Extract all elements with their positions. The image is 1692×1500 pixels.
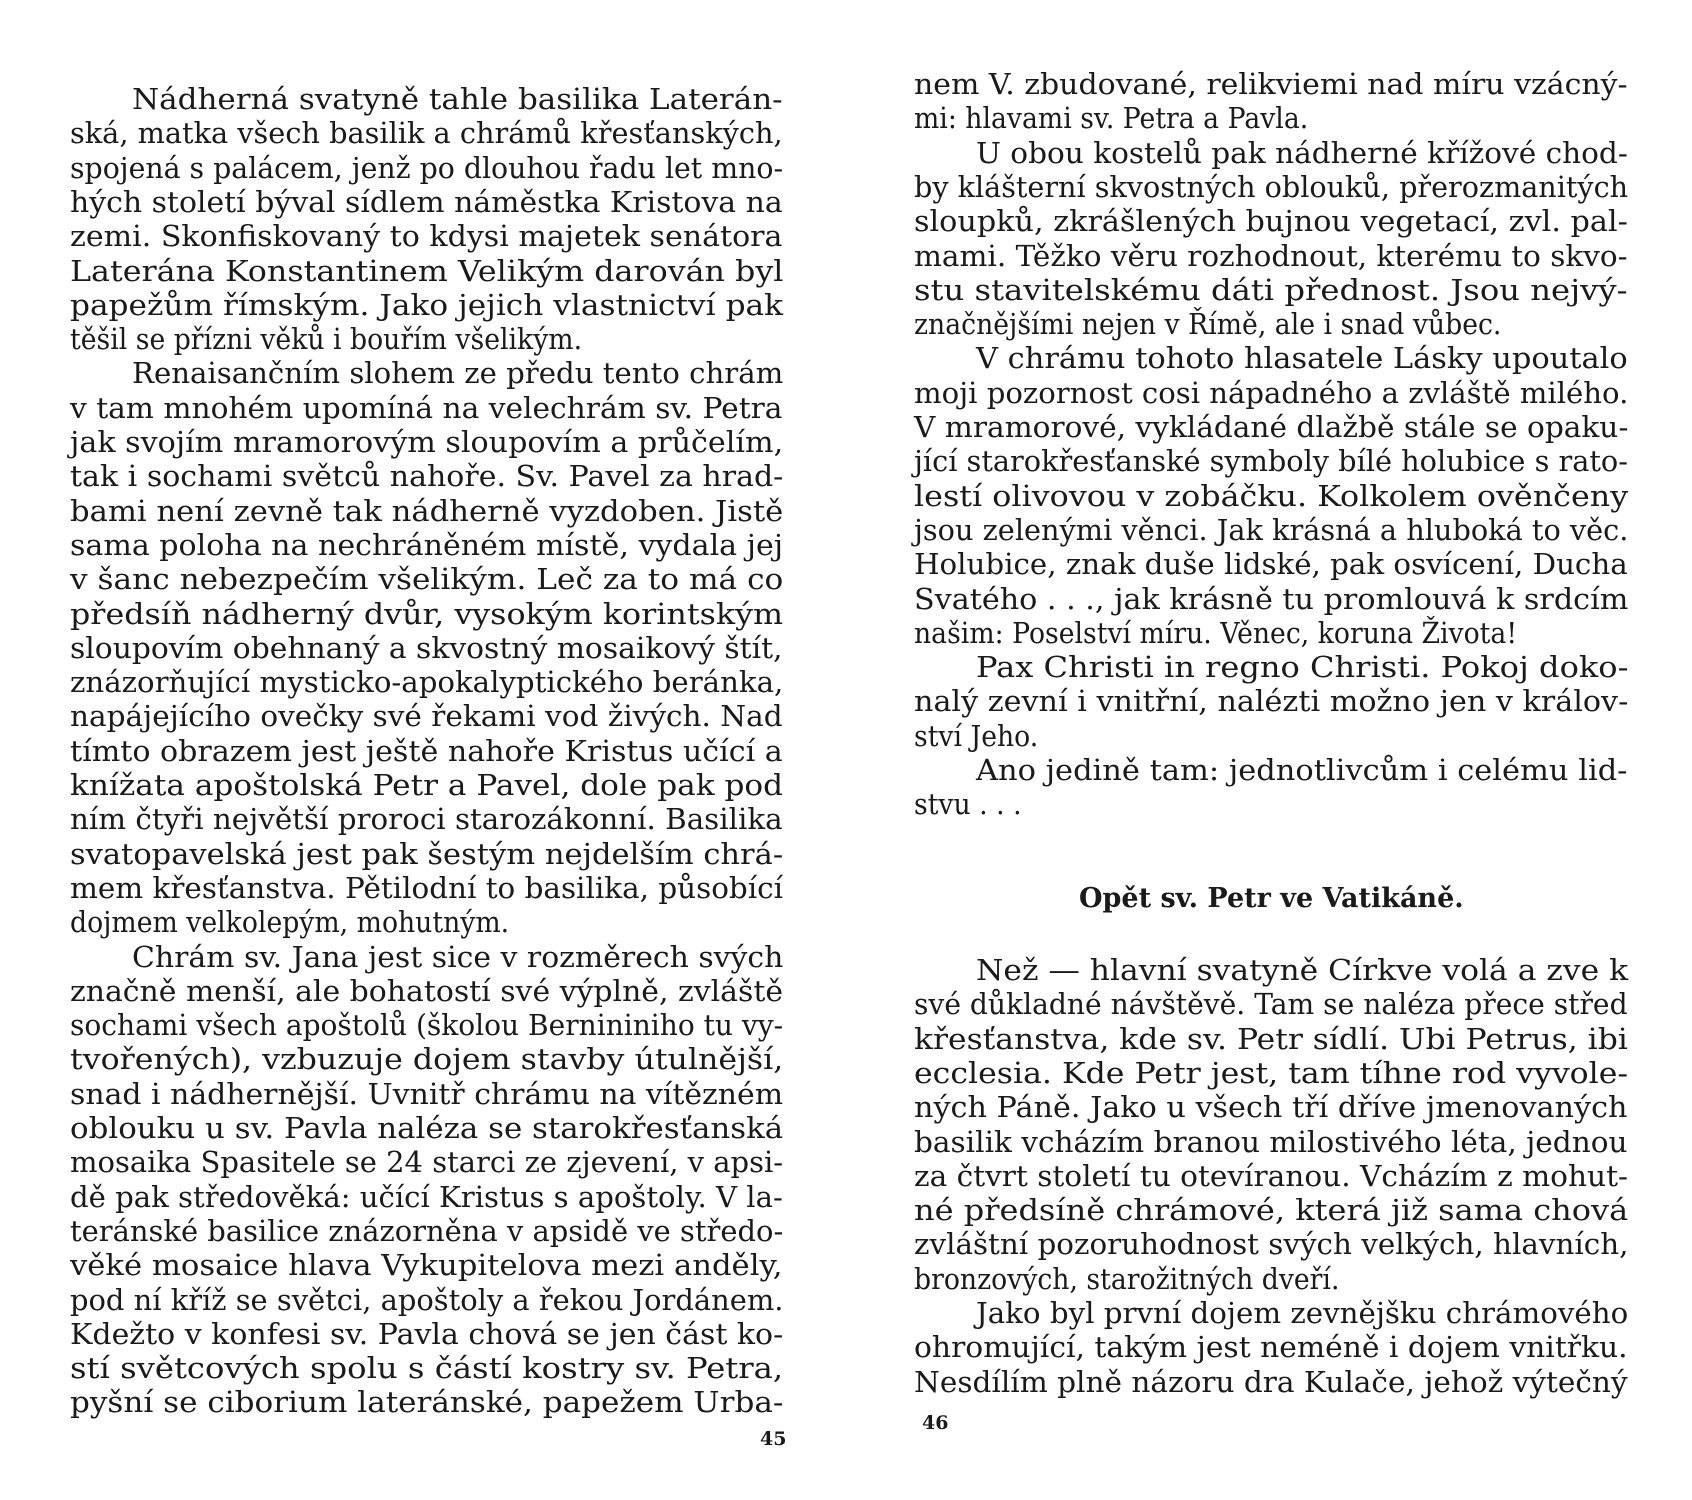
text-line: papežům římským. Jako jejich vlastnictví pak xyxy=(70,287,784,322)
text-line: zemi. Skonfiskovaný to kdysi majetek senátora xyxy=(70,219,783,254)
text-line: sama poloha na nechráněném místě, vydala jej xyxy=(70,527,784,562)
text-line: napájejícího ovečky své řekami vod živých. Nad xyxy=(70,699,783,734)
text-line: křesťanstva, kde sv. Petr sídlí. Ubi Petrus, ibi xyxy=(914,1021,1628,1056)
text-line: sloupků, zkrášlených bujnou vegetací, zvl. pal- xyxy=(914,204,1628,239)
text-line: ním čtyři největší proroci starozákonní. Basilika xyxy=(70,802,783,837)
text-line: nem V. zbudované, relikviemi nad míru vzácný- xyxy=(914,67,1628,101)
text-line: těšil se přízni věků i bouřím všelikým. xyxy=(70,322,583,357)
text-line: v šanc nebezpečím všelikým. Leč za to má co xyxy=(70,562,784,597)
text-line: Chrám sv. Jana jest sice v rozměrech svých xyxy=(132,939,784,974)
page-number-left: 45 xyxy=(760,1428,787,1450)
text-line: bami není zevně tak nádherně vyzdoben. Jistě xyxy=(70,493,784,528)
text-line: Pax Christi in regno Christi. Pokoj doko- xyxy=(976,650,1629,685)
text-line: by klášterní skvostných oblouků, přerozmanitých xyxy=(914,169,1629,204)
text-line: značnějšími nejen v Římě, ale i snad vůbec. xyxy=(914,307,1502,342)
text-line: pod ní kříž se světci, apoštoly a řekou Jordánem. xyxy=(70,1282,784,1317)
text-line: mosaika Spasitele se 24 starci ze zjevení, v apsi- xyxy=(70,1145,784,1180)
text-line: Svatého . . ., jak krásně tu promlouvá k srdcím xyxy=(914,581,1629,616)
text-line: zvláštní pozoruhodnost svých velkých, hlavních, xyxy=(914,1227,1629,1262)
text-line: moji pozornost cosi nápadného a zvláště milého. xyxy=(914,375,1629,410)
text-line: mami. Těžko věru rozhodnout, kterému to skvo- xyxy=(914,238,1628,273)
text-line: spojená s palácem, jenž po dlouhou řadu let mno- xyxy=(70,150,784,185)
text-line: ohromující, takým jest neméně i dojem vnitřku. xyxy=(914,1330,1628,1365)
text-line: značně menší, ale bohatostí své výplně, zvláště xyxy=(70,973,784,1008)
text-line: našim: Poselství míru. Věnec, koruna Života! xyxy=(914,615,1518,650)
text-line: Jako byl první dojem zevnějšku chrámového xyxy=(976,1296,1629,1330)
text-line: Kdežto v konfesi sv. Pavla chová se jen část ko- xyxy=(70,1316,784,1351)
text-line: sochami všech apoštolů (školou Bernininiho tu vy- xyxy=(70,1008,784,1043)
text-line: snad i nádhernější. Uvnitř chrámu na vítězném xyxy=(70,1076,784,1111)
text-line: za čtvrt století tu otevíranou. Vcházím z mohut- xyxy=(914,1158,1628,1193)
text-line: Než — hlavní svatyně Církve volá a zve k xyxy=(976,953,1629,987)
text-line: znázorňující mysticko-apokalyptického beránka, xyxy=(70,665,784,700)
text-line: dě pak středověká: učící Kristus s apoštoly. V la- xyxy=(70,1179,783,1214)
text-line: v tam mnohém upomíná na velechrám sv. Petra xyxy=(70,390,783,425)
text-line: basilik vcházím branou milostivého léta, jednou xyxy=(914,1124,1628,1159)
text-line: ství Jeho. xyxy=(914,718,1039,753)
text-line: Lateránа Konstantinem Velikým darován byl xyxy=(70,253,784,288)
text-line: ecclesia. Kde Petr jest, tam tíhne rod vyvole- xyxy=(914,1055,1629,1090)
text-line: věké mosaice hlava Vykupitelova mezi anděly, xyxy=(70,1248,783,1283)
text-line: bronzových, starožitných dveří. xyxy=(914,1261,1340,1296)
text-line: jící starokřesťanské symboly bílé holubice s rato- xyxy=(914,444,1628,479)
page-number-right: 46 xyxy=(922,1412,949,1434)
text-line: teránské basilice znázorněna v apsidě ve středo- xyxy=(70,1213,784,1248)
text-line: nalý zevní i vnitřní, nalézti možno jen v králov- xyxy=(914,684,1629,719)
text-line: ných Páně. Jako u všech tří dříve jmenovaných xyxy=(914,1090,1628,1125)
text-line: hých století býval sídlem náměstka Kristova na xyxy=(70,184,783,219)
text-line: svatopavelská jest pak šestým nejdelším chrá- xyxy=(70,836,784,871)
text-line: Nesdílím plně názoru dra Kulače, jehož výtečný xyxy=(914,1364,1628,1399)
text-line: Ano jedině tam: jednotlivcům i celému lid- xyxy=(976,753,1628,787)
text-line: né předsíně chrámové, která již sama chová xyxy=(914,1193,1629,1228)
section-heading: Opět sv. Petr ve Vatikáně. xyxy=(1079,883,1464,914)
text-line: tvořených), vzbuzuje dojem stavby útulnější, xyxy=(70,1042,784,1077)
text-line: knížata apoštolská Petr a Pavel, dole pak pod xyxy=(70,768,784,802)
text-line: ská, matka všech basilik a chrámů křesťanských, xyxy=(70,116,783,151)
text-line: oblouku u sv. Pavla naléza se starokřesťanská xyxy=(70,1111,784,1145)
text-line: U obou kostelů pak nádherné křížové chod- xyxy=(976,135,1628,170)
text-line: sloupovím obehnaný a skvostný mosaikový štít, xyxy=(70,630,783,665)
text-line: jsou zelenými věnci. Jak krásná a hluboká to věc. xyxy=(914,512,1629,547)
text-line: tak i sochami světců nahoře. Sv. Pavel za hrad- xyxy=(70,459,784,494)
right-page xyxy=(846,0,1692,1500)
text-line: mi: hlavami sv. Petra a Pavla. xyxy=(914,101,1309,136)
text-line: mem křesťanstva. Pětilodní to basilika, působící xyxy=(70,870,784,905)
text-line: Nádherná svatyně tahle basilika Laterán- xyxy=(132,82,783,116)
text-line: dojmem velkolepým, mohutným. xyxy=(70,905,510,940)
text-line: stu stavitelskému dáti přednost. Jsou nejvý- xyxy=(914,272,1628,307)
text-line: předsíň nádherný dvůr, vysokým korintským xyxy=(70,596,784,631)
text-line: jak svojím mramorovým sloupovím a průčelím, xyxy=(70,425,784,459)
text-line: lestí olivovou v zobáčku. Kolkolem ověnčeny xyxy=(914,478,1629,513)
text-line: V chrámu tohoto hlasatele Lásky upoutalo xyxy=(976,341,1628,376)
text-line: pyšní se ciborium lateránské, papežem Urba- xyxy=(70,1385,784,1420)
text-line: V mramorové, vykládané dlažbě stále se opaku- xyxy=(914,410,1629,444)
text-line: stvu . . . xyxy=(914,787,1022,822)
text-line: stí světcových spolu s částí kostry sv. Petra, xyxy=(70,1351,784,1386)
text-line: své důkladné návštěvě. Tam se naléza přece střed xyxy=(914,987,1628,1022)
text-line: tímto obrazem jest ještě nahoře Kristus učící a xyxy=(70,733,783,768)
text-line: Renaisančním slohem ze předu tento chrám xyxy=(132,356,784,391)
text-line: Holubice, znak duše lidské, pak osvícení, Ducha xyxy=(914,547,1628,582)
